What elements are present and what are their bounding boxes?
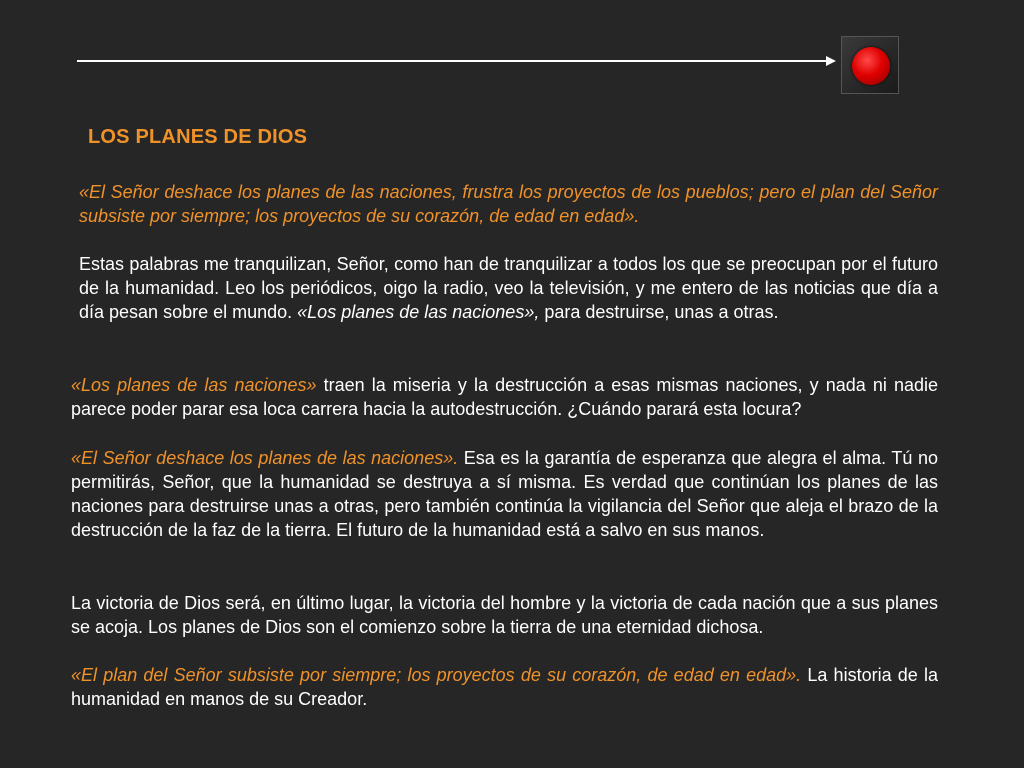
paragraph-4 (71, 446, 938, 542)
paragraph-2-text-a: Estas palabras me tranquilizan, Señor, como han de tranquilizar a todos los que se preocupan por el futuro de la humanidad. Leo los periódicos, oigo la radio, veo la televisión, y me entero de las noticias que día a día pesan sobre el mundo. (79, 254, 938, 322)
record-button-icon (852, 47, 890, 85)
arrow-line (77, 60, 829, 62)
paragraph-3 (71, 373, 938, 421)
paragraph-4-quote: «El Señor deshace los planes de las naciones». (71, 448, 459, 468)
paragraph-6-quote: «El plan del Señor subsiste por siempre; los proyectos de su corazón, de edad en edad». (71, 665, 802, 685)
paragraph-5: La victoria de Dios será, en último lugar, la victoria del hombre y la victoria de cada nación que a sus planes se acoja. Los planes de Dios son el comienzo sobre la tierra de una eternidad dichosa. (71, 593, 938, 637)
paragraph-2-text-b: para destruirse, unas a otras. (539, 302, 779, 322)
paragraph-6 (71, 663, 938, 711)
arrow-head-icon (826, 56, 836, 66)
record-button[interactable] (841, 36, 899, 94)
page-title: LOS PLANES DE DIOS (88, 126, 308, 148)
paragraph-2 (79, 252, 938, 324)
paragraph-2-quote: «Los planes de las naciones», (297, 302, 540, 322)
paragraph-3-text: traen la miseria y la destrucción a esas mismas naciones, y nada ni nadie parece poder parar esa loca carrera hacia la autodestrucción. ¿Cuándo parará esta locura? (71, 375, 938, 419)
paragraph-3-quote: «Los planes de las naciones» (71, 375, 317, 395)
paragraph-6-text: La historia de la humanidad en manos de su Creador. (71, 665, 938, 709)
paragraph-4-text: Esa es la garantía de esperanza que alegra el alma. Tú no permitirás, Señor, que la humanidad se destruya a sí misma. Es verdad que continúan los planes de las naciones para destruirse unas a otras, pero también continúa la vigilancia del Señor que aleja el brazo de la destrucción de la faz de la tierra. El futuro de la humanidad está a salvo en sus manos. (71, 448, 938, 540)
paragraph-quote-intro: «El Señor deshace los planes de las naciones, frustra los proyectos de los pueblos; pero el plan del Señor subsiste por siempre; los proyectos de su corazón, de edad en edad». (79, 182, 938, 226)
